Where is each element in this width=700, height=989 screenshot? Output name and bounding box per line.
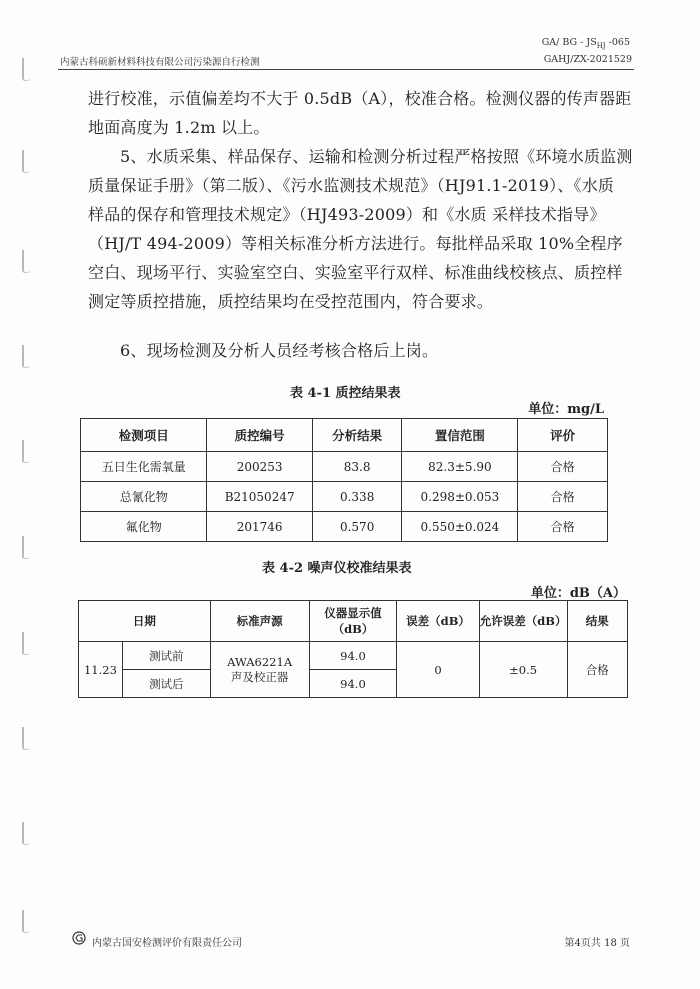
col-header: 结果: [567, 601, 627, 642]
col-header: 误差（dB）: [397, 601, 479, 642]
qc-results-table: [80, 418, 608, 542]
col-header: 允许误差（dB）: [479, 601, 567, 642]
table-cell: 氟化物: [81, 512, 207, 542]
binding-mark: [22, 250, 30, 273]
phase-cell: 测试前: [122, 642, 210, 670]
table-cell: B21050247: [207, 482, 312, 512]
table-cell: 合格: [518, 452, 608, 482]
page-number: 第4页共 18 页: [564, 938, 630, 949]
col-header: 评价: [518, 419, 608, 452]
table1-unit: 单位：mg/L: [528, 402, 604, 417]
phase-cell: 测试后: [122, 670, 210, 698]
binding-mark: [22, 536, 30, 559]
binding-mark: [22, 345, 30, 368]
table-cell: 0.298±0.053: [402, 482, 518, 512]
value-cell: 94.0: [309, 670, 397, 698]
header-divider: [58, 69, 634, 70]
binding-mark: [22, 910, 30, 933]
table-cell: 合格: [518, 512, 608, 542]
table2-unit: 单位：dB（A）: [530, 586, 626, 601]
col-header: 检测项目: [81, 419, 207, 452]
table-header-row: [81, 419, 608, 452]
date-cell: 11.23: [79, 642, 123, 698]
col-header: 仪器显示值（dB）: [309, 601, 397, 642]
paragraph-calibration: 进行校准，示值偏差均不大于 0.5dB（A），校准合格。检测仪器的传声器距地面高度为 1.2m 以上。: [88, 89, 632, 137]
company-logo-icon: [72, 931, 88, 945]
table-cell: 83.8: [312, 452, 402, 482]
table-cell: 0.338: [312, 482, 402, 512]
header-report-number: GAHJ/ZX-2021529: [543, 54, 632, 65]
result-cell: 合格: [567, 642, 627, 698]
col-header: 日期: [79, 601, 211, 642]
table-cell: 200253: [207, 452, 312, 482]
binding-mark: [22, 727, 30, 750]
error-cell: 0: [397, 642, 479, 698]
footer-company: 内蒙古国安检测评价有限责任公司: [92, 938, 242, 949]
col-header: 置信范围: [402, 419, 518, 452]
table-row: [81, 452, 608, 482]
table-cell: 201746: [207, 512, 312, 542]
table-cell: 0.550±0.024: [402, 512, 518, 542]
header-company: 内蒙古科硕新材料科技有限公司污染源自行检测: [60, 57, 260, 68]
table-row: [81, 512, 608, 542]
value-cell: 94.0: [309, 642, 397, 670]
binding-mark: [22, 632, 30, 655]
header-doc-code: GA/ BG - $JS_{HJ}$ -065: [541, 37, 630, 50]
binding-mark: [22, 822, 30, 845]
col-header: 标准声源: [210, 601, 309, 642]
table-row: [79, 642, 628, 670]
binding-mark: [22, 58, 30, 81]
paragraph-staff: 6、现场检测及分析人员经考核合格后上岗。: [120, 341, 439, 360]
table2-caption: 表 4-2 噪声仪校准结果表: [262, 561, 412, 576]
table-cell: 0.570: [312, 512, 402, 542]
source-cell: AWA6221A 声及校正器: [210, 642, 309, 698]
table-cell: 总氰化物: [81, 482, 207, 512]
col-header: 分析结果: [312, 419, 402, 452]
noise-calibration-table: [78, 600, 628, 698]
table-cell: 合格: [518, 482, 608, 512]
binding-mark: [22, 440, 30, 463]
allowed-error-cell: ±0.5: [479, 642, 567, 698]
table-row: [81, 482, 608, 512]
table-cell: 82.3±5.90: [402, 452, 518, 482]
table-header-row: [79, 601, 628, 642]
binding-mark: [22, 150, 30, 173]
table-cell: 五日生化需氧量: [81, 452, 207, 482]
table1-caption: 表 4-1 质控结果表: [290, 386, 401, 401]
col-header: 质控编号: [207, 419, 312, 452]
paragraph-water-qc: 5、水质采集、样品保存、运输和检测分析过程严格按照《环境水质监测质量保证手册》（第二版）、《污水监测技术规范》（HJ91.1-2019）、《水质 样品的保存和管理技术规定》（HJ493-2009）和《水质 采样技术指导》（HJ/T 494-2009）等相关标准分析方法进行。每批样品采取 10%全程序空白、现场平行、实验室空白、实验室平行双样、标准曲线校核点、质控样测定等质控措施，质控结果均在受控范围内，符合要求。: [88, 147, 633, 311]
